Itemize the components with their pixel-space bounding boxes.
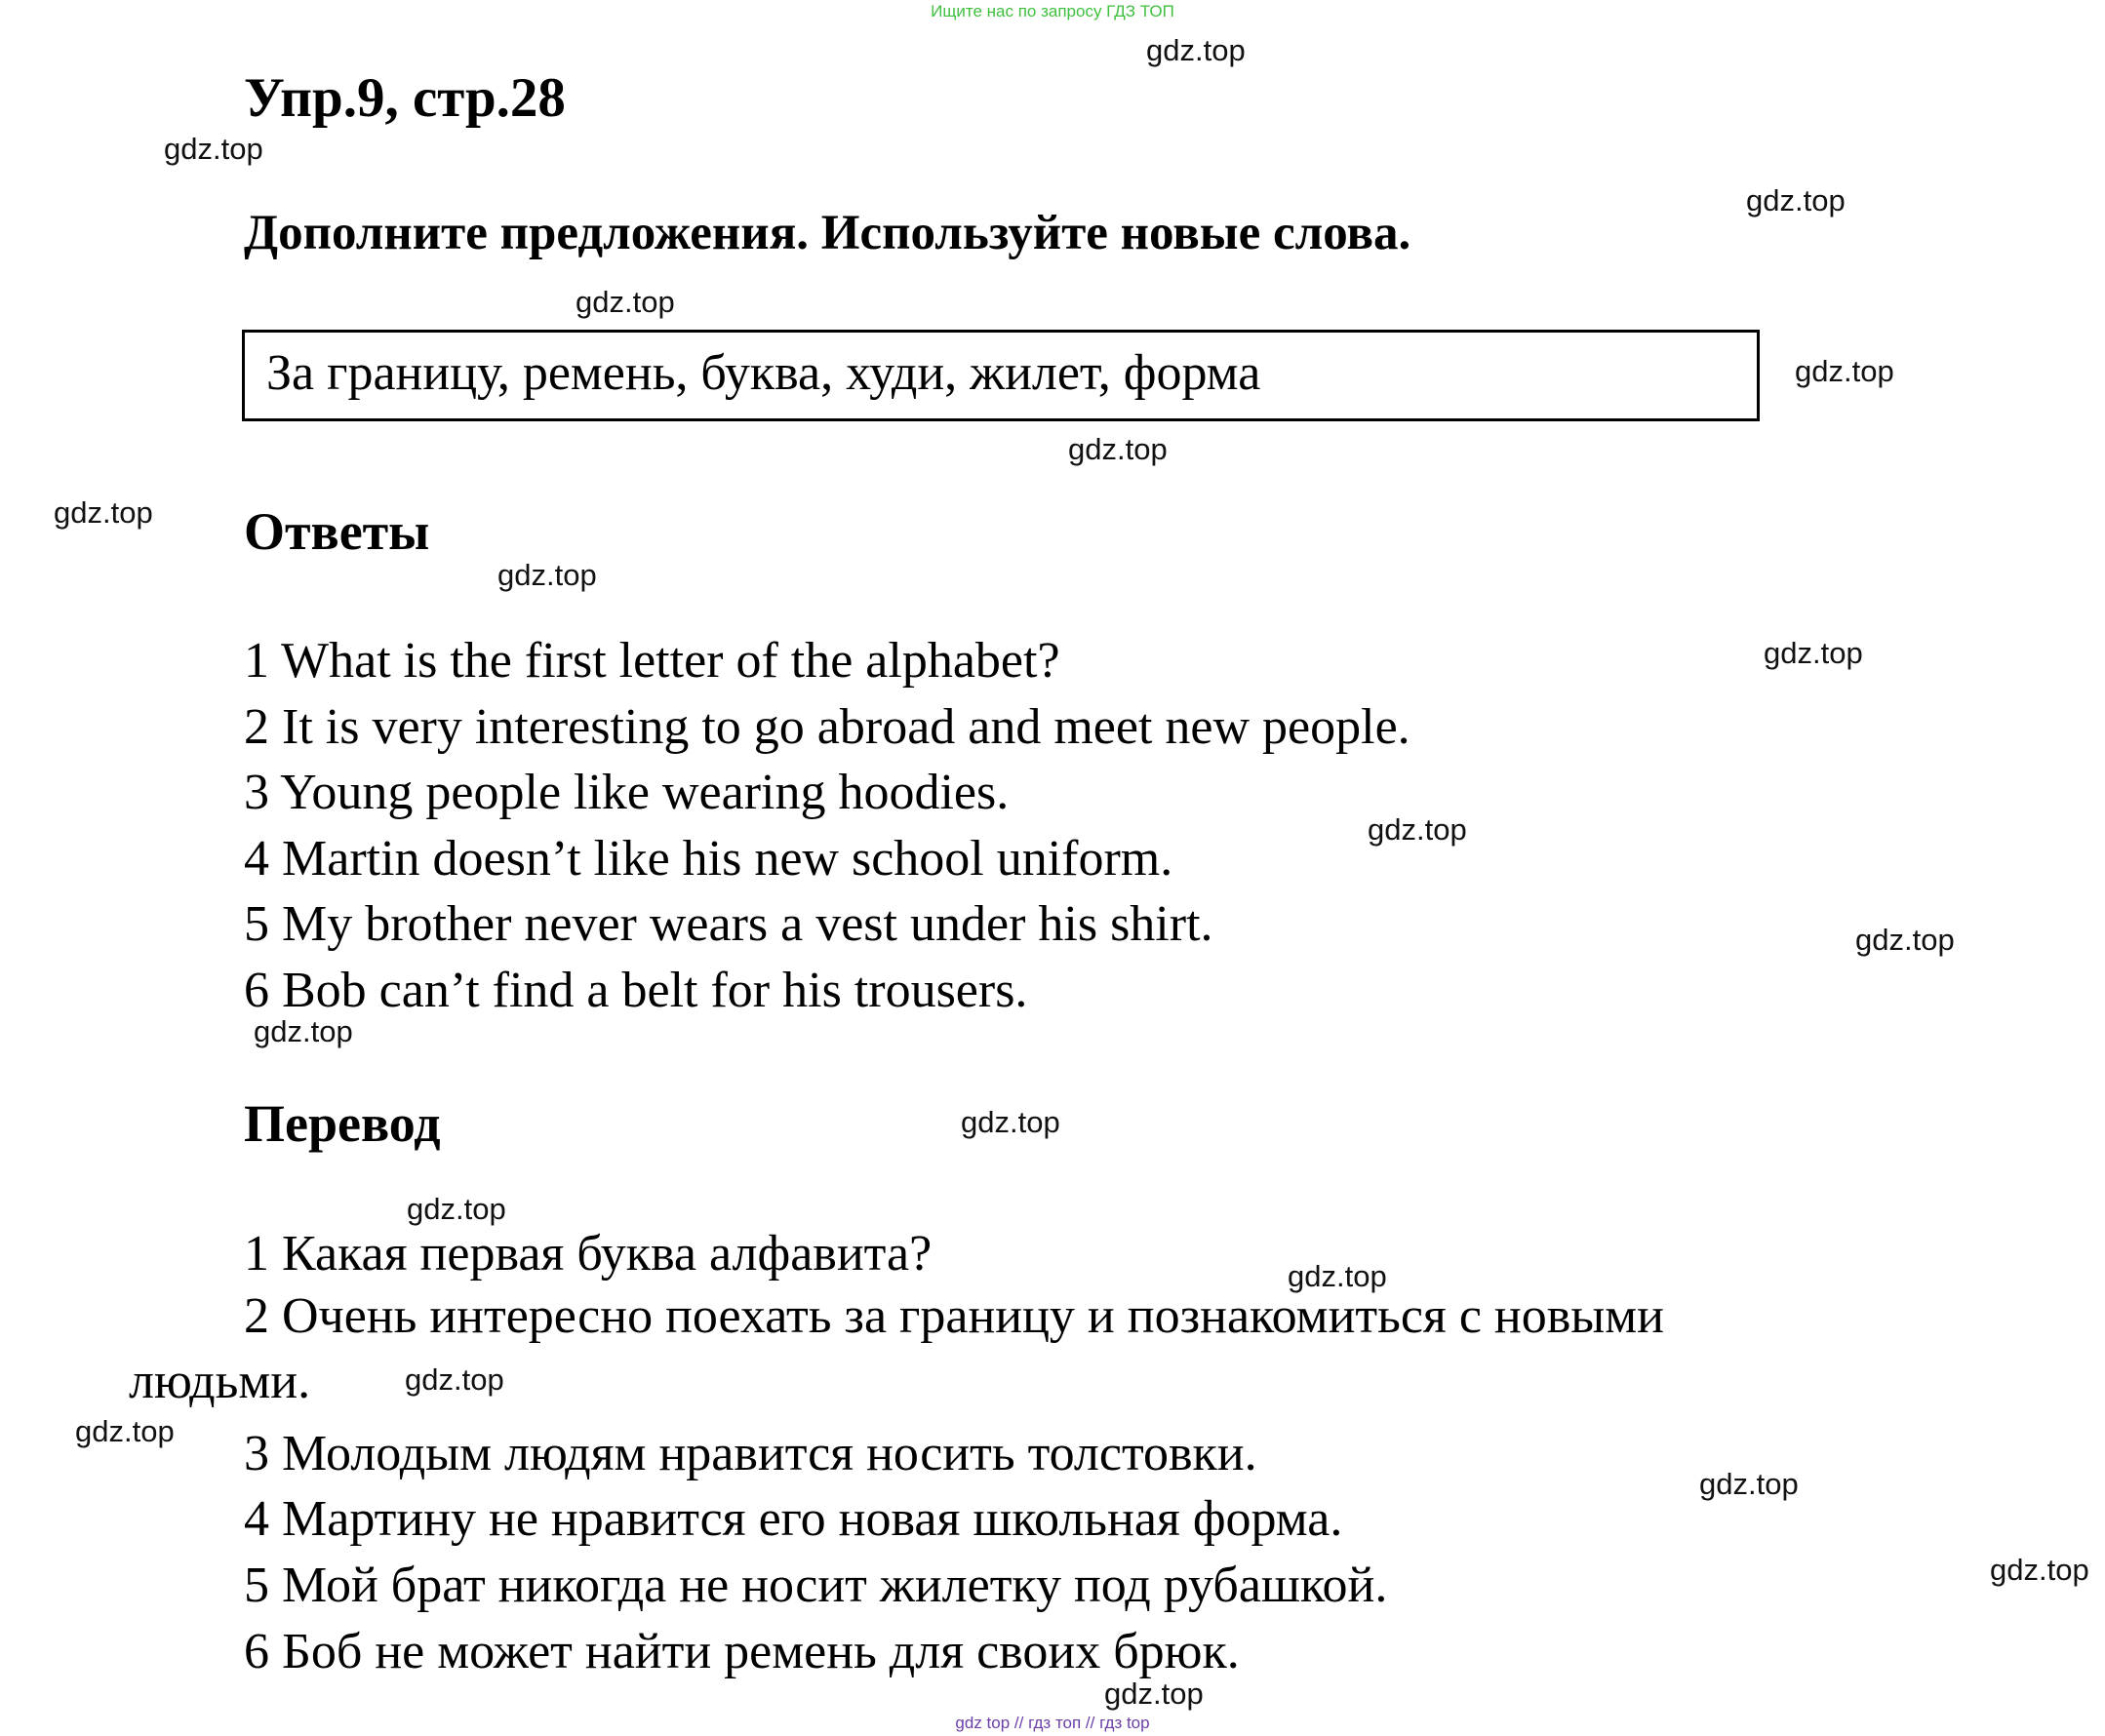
- translation-line: 6 Боб не может найти ремень для своих брюк.: [244, 1624, 1240, 1679]
- translation-line: 5 Мой брат никогда не носит жилетку под рубашкой.: [244, 1558, 1388, 1613]
- answer-line: 1 What is the first letter of the alphabet?: [244, 633, 1060, 689]
- translation-line: 1 Какая первая буква алфавита?: [244, 1226, 933, 1282]
- answers-heading: Ответы: [244, 502, 430, 561]
- watermark: gdz.top: [405, 1362, 504, 1397]
- translation-heading: Перевод: [244, 1094, 441, 1153]
- watermark: gdz.top: [497, 558, 597, 592]
- translation-line: 4 Мартину не нравится его новая школьная форма.: [244, 1491, 1343, 1547]
- watermark: gdz.top: [1068, 432, 1168, 466]
- watermark: gdz.top: [1746, 183, 1846, 217]
- watermark: gdz.top: [1764, 636, 1863, 670]
- watermark: gdz.top: [1146, 33, 1246, 67]
- translation-line-wrapped: [129, 1283, 2041, 1414]
- watermark: gdz.top: [1855, 923, 1955, 957]
- watermark: gdz.top: [75, 1414, 175, 1448]
- watermark: gdz.top: [164, 132, 263, 166]
- page-title: Упр.9, стр.28: [244, 67, 566, 129]
- watermark: gdz.top: [1104, 1677, 1204, 1711]
- watermark: gdz.top: [1699, 1467, 1799, 1501]
- answer-line: 6 Bob can’t find a belt for his trousers.: [244, 963, 1028, 1018]
- watermark: gdz.top: [1368, 812, 1467, 847]
- word-box-text: За границу, ремень, буква, худи, жилет, форма: [266, 345, 1261, 401]
- watermark: gdz.top: [1795, 354, 1894, 388]
- translation-line: 3 Молодым людям нравится носить толстовки.: [244, 1426, 1257, 1481]
- answer-line: 5 My brother never wears a vest under his shirt.: [244, 896, 1213, 952]
- translation-line: 2 Очень интересно поехать за границу и познакомиться с новыми: [244, 1288, 1664, 1344]
- word-box: [242, 330, 1760, 421]
- watermark: gdz.top: [1990, 1553, 2089, 1587]
- watermark: gdz.top: [54, 495, 153, 530]
- watermark: gdz.top: [576, 285, 675, 319]
- header-note: Ищите нас по запросу ГДЗ ТОП: [931, 2, 1174, 20]
- watermark: gdz.top: [254, 1014, 353, 1048]
- instruction: Дополните предложения. Используйте новые слова.: [244, 206, 1411, 260]
- watermark: gdz.top: [1288, 1259, 1387, 1293]
- answer-line: 2 It is very interesting to go abroad and meet new people.: [244, 699, 1410, 755]
- footer-note: gdz top // гдз топ // гдз top: [955, 1714, 1150, 1732]
- translation-line-continuation: людьми.: [129, 1354, 311, 1409]
- answer-line: 3 Young people like wearing hoodies.: [244, 765, 1010, 820]
- watermark: gdz.top: [407, 1192, 506, 1226]
- watermark: gdz.top: [961, 1105, 1060, 1139]
- answer-line: 4 Martin doesn’t like his new school uniform.: [244, 831, 1173, 887]
